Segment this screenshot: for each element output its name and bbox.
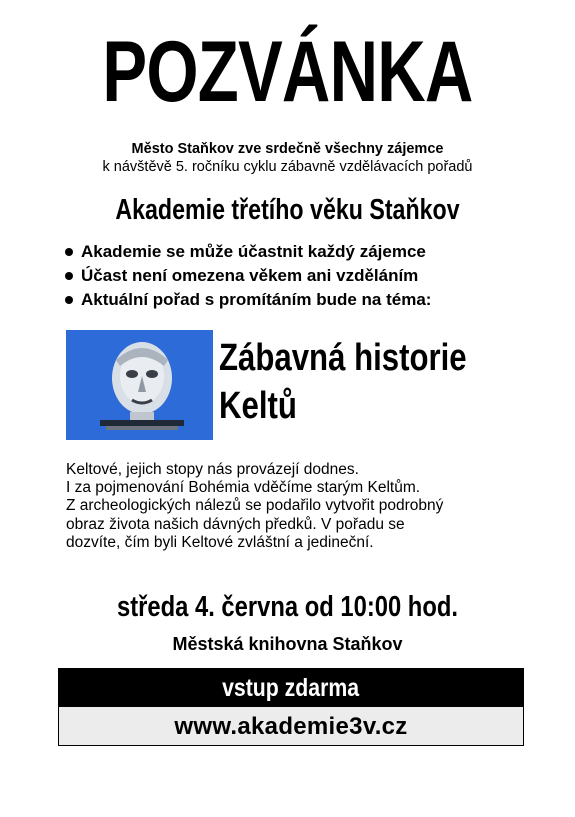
celtic-head-image — [66, 330, 213, 440]
list-item: Aktuální pořad s promítáním bude na téma: — [65, 288, 431, 312]
list-item: Akademie se může účastnit každý zájemce — [65, 240, 431, 264]
intro-line-2: k návštěvě 5. ročníku cyklu zábavně vzdělávacích pořadů — [102, 159, 473, 175]
admission-banner — [59, 669, 523, 707]
intro-text — [0, 140, 575, 176]
bullet-icon — [65, 272, 73, 280]
topic-title — [219, 334, 467, 430]
paragraph-line: Z archeologických nálezů se podařilo vytvořit podrobný — [66, 497, 444, 515]
bullet-icon — [65, 296, 73, 304]
stone-head-icon — [66, 330, 213, 440]
admission-box — [58, 668, 524, 746]
paragraph-line: Keltové, jejich stopy nás provázejí dodnes. — [66, 461, 359, 478]
paragraph-line: obraz života našich dávných předků. V pořadu se — [66, 515, 405, 533]
paragraph-line: dozvíte, čím byli Keltové zvláštní a jedineční. — [66, 533, 374, 551]
website-link[interactable]: www.akademie3v.cz — [59, 707, 523, 745]
intro-line-1: Město Staňkov zve srdečně všechny zájemce — [131, 141, 444, 157]
topic-line-1: Zábavná historie — [219, 337, 467, 379]
bullet-icon — [65, 248, 73, 256]
bullet-list — [65, 240, 431, 312]
description-paragraph — [66, 461, 443, 552]
paragraph-line: I za pojmenování Bohémia vděčíme starým Keltům. — [66, 479, 421, 497]
event-date: středa 4. června od 10:00 hod. — [117, 591, 458, 623]
page-title: POZVÁNKA — [102, 24, 473, 120]
event-venue: Městská knihovna Staňkov — [172, 634, 403, 654]
list-item: Účast není omezena věkem ani vzděláním — [65, 264, 431, 288]
admission-label: vstup zdarma — [222, 674, 360, 702]
topic-line-2: Keltů — [219, 385, 297, 427]
event-heading: Akademie třetího věku Staňkov — [115, 194, 460, 226]
